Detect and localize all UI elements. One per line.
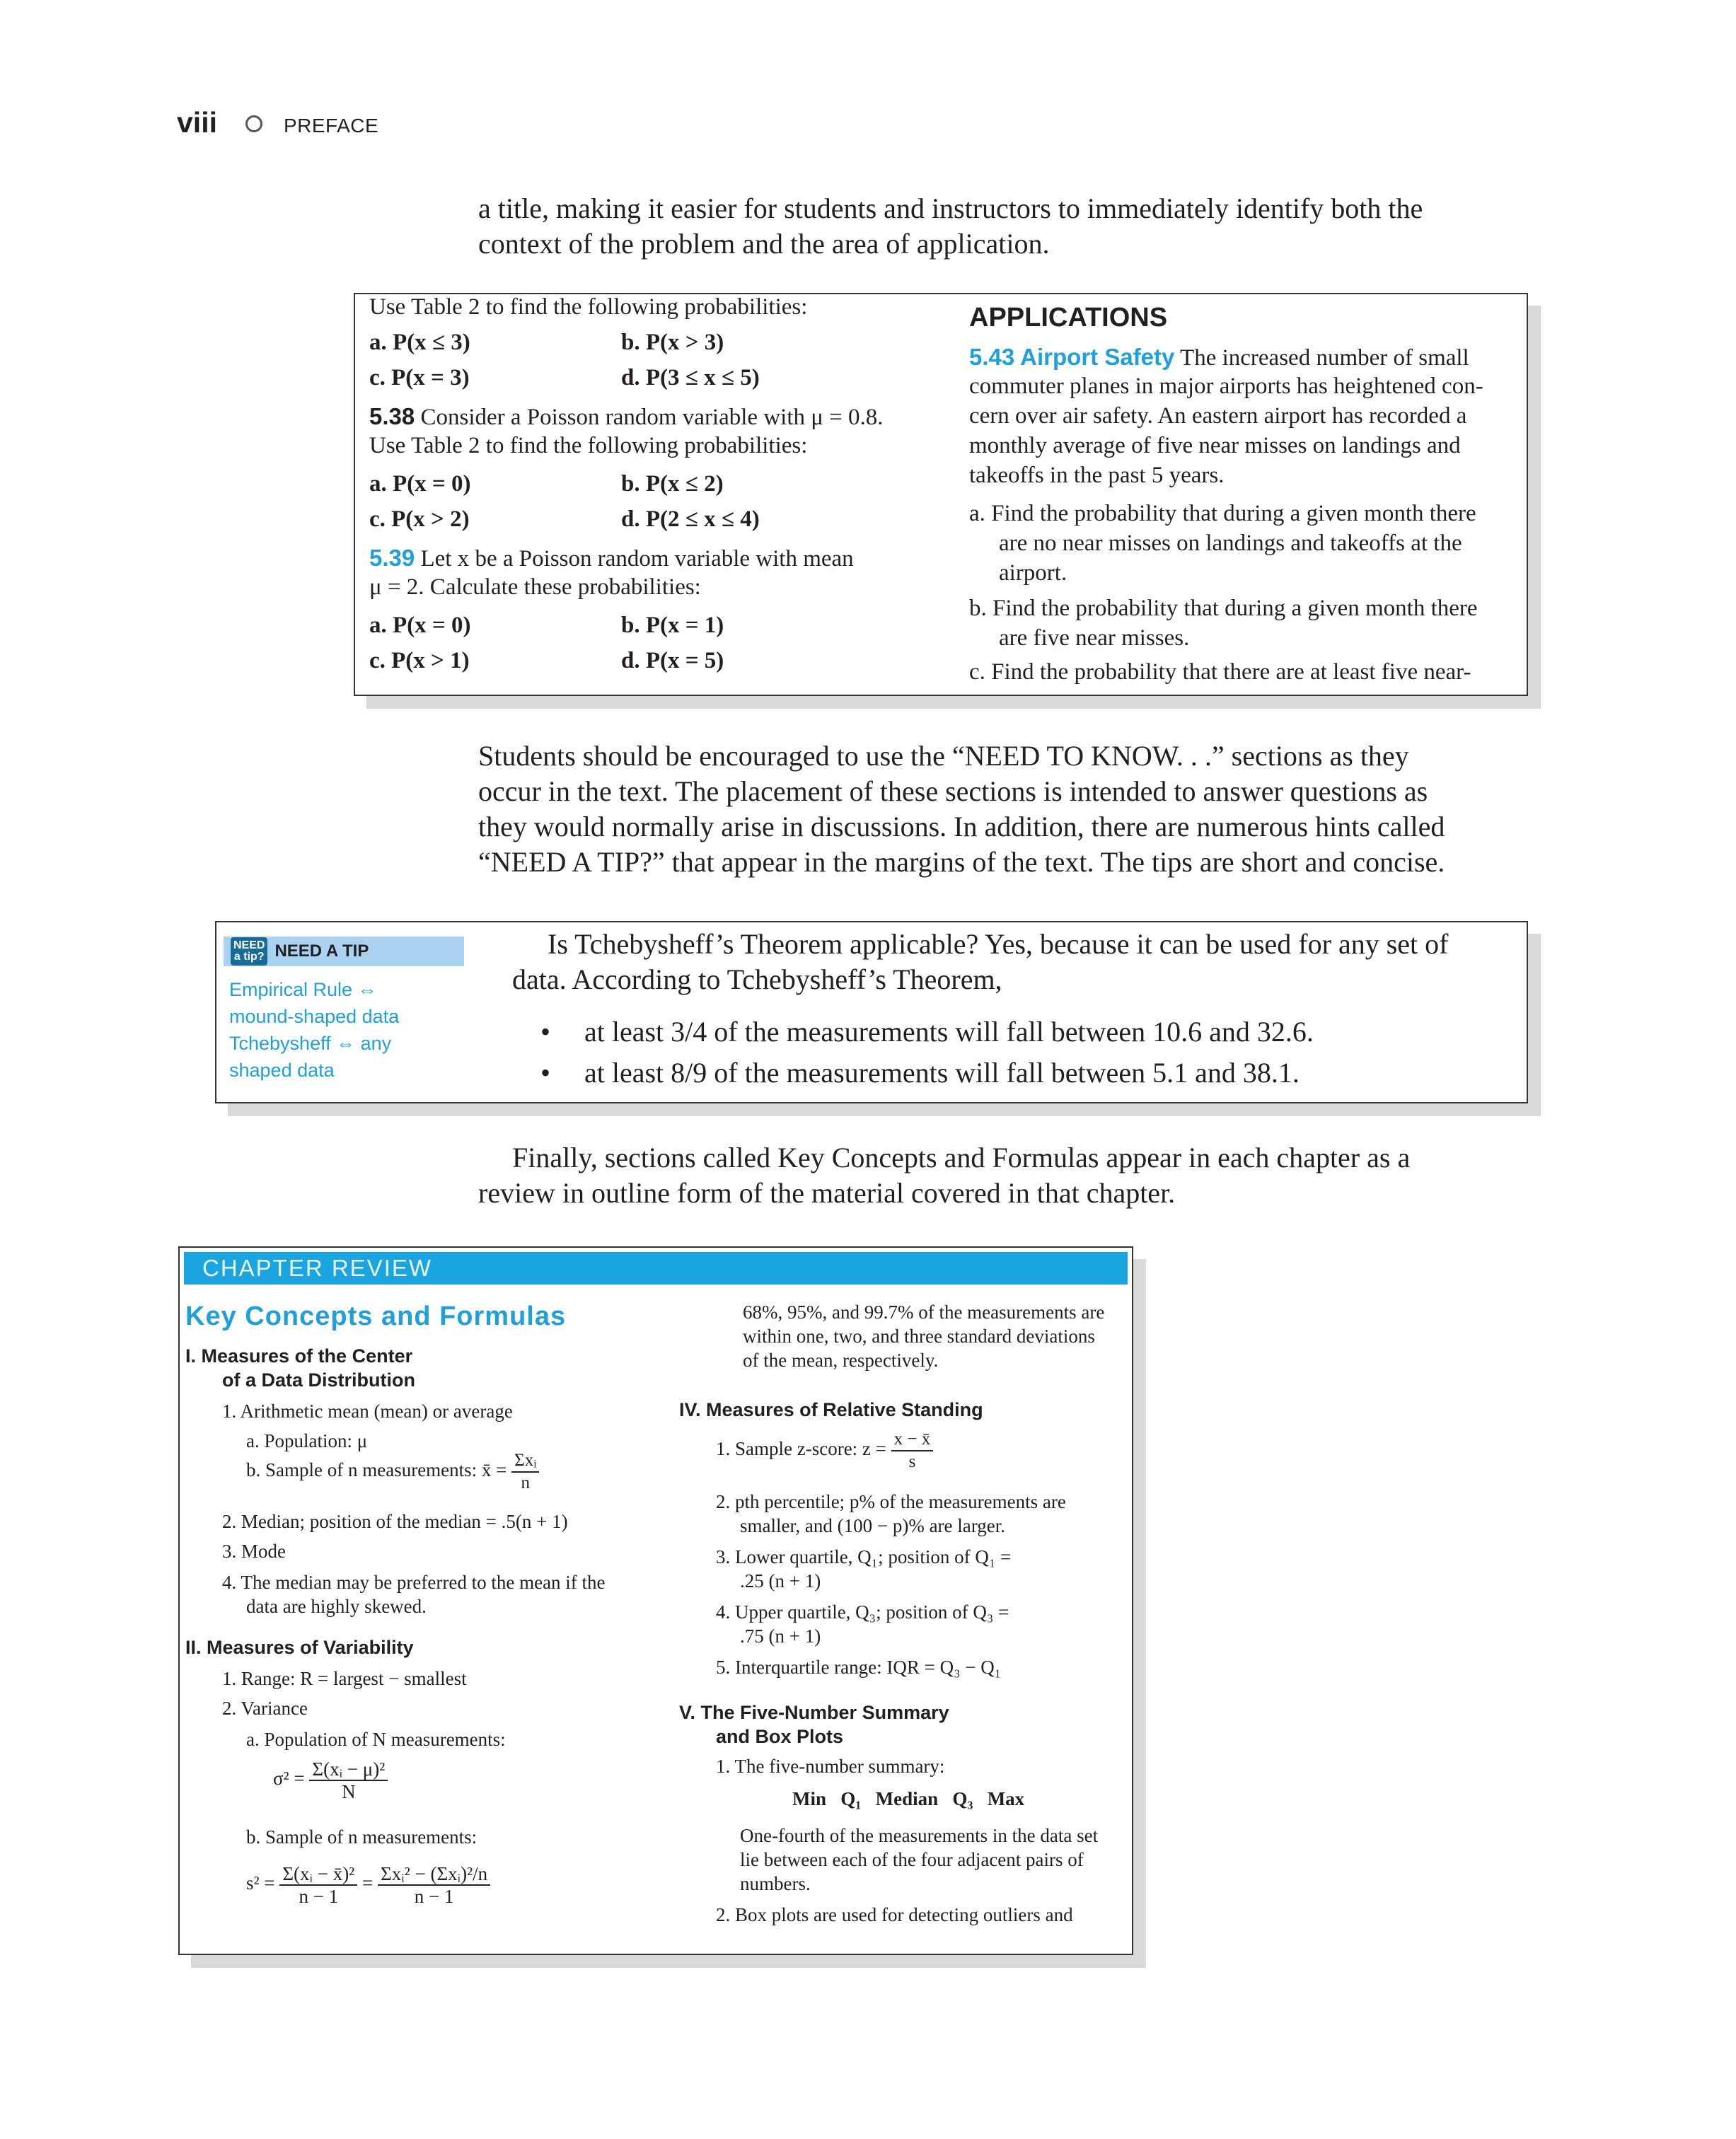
exercise-part: a. P(x = 0) bbox=[369, 613, 471, 638]
review-item: within one, two, and three standard deviations bbox=[743, 1326, 1095, 1347]
exercise-text: Let x be a Poisson random variable with mean bbox=[420, 546, 854, 572]
review-item: 4. The median may be preferred to the mean if the bbox=[222, 1572, 606, 1593]
application-part: airport. bbox=[999, 560, 1067, 586]
chapter-review-box bbox=[178, 1246, 1133, 1955]
application-text: cern over air safety. An eastern airport has recorded a bbox=[969, 403, 1467, 429]
section-heading: I. Measures of the Center bbox=[185, 1345, 413, 1367]
application-text: commuter planes in major airports has heightened con- bbox=[969, 373, 1483, 399]
application-text: The increased number of small bbox=[1180, 345, 1469, 371]
tip-main: Is Tchebysheff’s Theorem applicable? Yes, because it can be used for any set of data. According to Tchebysheff’s Theorem, • at least 3/4 of the measurements will fall between 10.6 and 32.6. • at least 8/9 of the measurements will fall between 5.1 and 38.1. bbox=[512, 927, 1514, 1094]
paragraph-line: review in outline form of the material covered in that chapter. bbox=[478, 1177, 1176, 1209]
fraction-numerator: Σxᵢ² − (Σxᵢ)²/n bbox=[378, 1863, 490, 1886]
fraction-numerator: x − x̄ bbox=[891, 1429, 934, 1451]
fraction-numerator: Σ(xᵢ − μ)² bbox=[309, 1758, 388, 1781]
review-item: numbers. bbox=[740, 1873, 811, 1894]
fraction-denominator: N bbox=[342, 1781, 356, 1802]
application-part: are no near misses on landings and takeoffs at the bbox=[999, 531, 1462, 556]
tip-text: Empirical Rule ⇔ bbox=[229, 979, 377, 1000]
section-heading: V. The Five-Number Summary bbox=[679, 1702, 949, 1723]
review-item: 4. Upper quartile, Q₃; position of Q₃ = bbox=[716, 1601, 1009, 1623]
review-item: 1. The five-number summary: bbox=[716, 1756, 945, 1777]
exercise-part: b. P(x > 3) bbox=[621, 330, 724, 355]
fraction-numerator: Σxᵢ bbox=[511, 1450, 539, 1473]
application-text: takeoffs in the past 5 years. bbox=[969, 463, 1225, 488]
review-item: 2. pth percentile; p% of the measurements are bbox=[716, 1491, 1066, 1512]
paragraph-line: Finally, sections called Key Concepts and Formulas appear in each chapter as a bbox=[512, 1142, 1411, 1173]
paragraph-line: occur in the text. The placement of these sections is intended to answer questions as bbox=[478, 775, 1428, 807]
formula-equals: = bbox=[362, 1872, 374, 1894]
application-part: are five near misses. bbox=[999, 625, 1190, 651]
fraction-denominator: n bbox=[521, 1473, 530, 1492]
review-item: b. Sample of n measurements: bbox=[246, 1826, 478, 1848]
exercise-part: d. P(3 ≤ x ≤ 5) bbox=[621, 365, 760, 390]
paragraph-key-concepts bbox=[478, 1140, 1539, 1211]
review-item: .25 (n + 1) bbox=[740, 1570, 821, 1592]
page-number: viii bbox=[177, 106, 217, 139]
exercise-part: d. P(2 ≤ x ≤ 4) bbox=[621, 506, 760, 532]
tip-text: shaped data bbox=[229, 1060, 335, 1081]
exercise-part: b. P(x ≤ 2) bbox=[621, 471, 724, 497]
tip-text: mound-shaped data bbox=[229, 1006, 400, 1027]
exercise-sample-box bbox=[354, 293, 1528, 696]
fraction-denominator: n − 1 bbox=[299, 1886, 339, 1907]
five-number-row: Min Q₁ Median Q₃ Max bbox=[792, 1788, 1025, 1809]
need-a-tip-badge-icon: NEED a tip? bbox=[231, 937, 267, 966]
tip-main-line: data. According to Tchebysheff’s Theorem, bbox=[512, 963, 1002, 995]
review-item: a. Population of N measurements: bbox=[246, 1729, 506, 1750]
key-concepts-title: Key Concepts and Formulas bbox=[185, 1302, 567, 1331]
exercise-part: c. P(x > 2) bbox=[369, 506, 470, 532]
exercise-text: Consider a Poisson random variable with μ = 0.8. bbox=[420, 405, 884, 430]
tip-title: NEED A TIP bbox=[274, 941, 369, 961]
review-item: data are highly skewed. bbox=[246, 1596, 427, 1617]
exercise-part: c. P(x > 1) bbox=[369, 648, 470, 673]
applications-title: APPLICATIONS bbox=[969, 303, 1168, 332]
paragraph-line: Students should be encouraged to use the “NEED TO KNOW. . .” sections as they bbox=[478, 740, 1409, 772]
review-item: .75 (n + 1) bbox=[740, 1625, 821, 1647]
paragraph-line: they would normally arise in discussions. In addition, there are numerous hints called bbox=[478, 811, 1445, 842]
circle-icon bbox=[245, 115, 262, 132]
page-header bbox=[177, 106, 378, 139]
review-item: a. Population: μ bbox=[246, 1430, 368, 1451]
tip-text: Tchebysheff ⇔ any bbox=[229, 1033, 392, 1054]
review-item: lie between each of the four adjacent pairs of bbox=[740, 1849, 1084, 1870]
review-item: 2. Median; position of the median = .5(n + 1) bbox=[222, 1511, 568, 1532]
intro-paragraph bbox=[478, 191, 1539, 262]
application-number: 5.43 Airport Safety bbox=[969, 344, 1175, 370]
review-item: b. Sample of n measurements: x̄ = bbox=[246, 1459, 507, 1481]
review-item: 3. Mode bbox=[222, 1541, 286, 1562]
review-item: 2. Box plots are used for detecting outliers and bbox=[716, 1904, 1073, 1925]
tip-bullet: at least 3/4 of the measurements will fall between 10.6 and 32.6. bbox=[584, 1016, 1314, 1048]
exercise-line: Use Table 2 to find the following probabilities: bbox=[369, 294, 808, 320]
review-item: 3. Lower quartile, Q₁; position of Q₁ = bbox=[716, 1546, 1012, 1567]
review-item: One-fourth of the measurements in the data set bbox=[740, 1825, 1099, 1846]
tip-bullet: at least 8/9 of the measurements will fall between 5.1 and 38.1. bbox=[584, 1057, 1300, 1089]
review-item: 5. Interquartile range: IQR = Q₃ − Q₁ bbox=[716, 1657, 1002, 1678]
review-item: 68%, 95%, and 99.7% of the measurements are bbox=[743, 1302, 1105, 1323]
exercise-part: a. P(x = 0) bbox=[369, 471, 471, 497]
chapter-review-bar: CHAPTER REVIEW bbox=[184, 1252, 1128, 1285]
exercise-line: Use Table 2 to find the following probabilities: bbox=[369, 433, 808, 458]
exercise-part: d. P(x = 5) bbox=[621, 648, 724, 673]
section-heading: IV. Measures of Relative Standing bbox=[679, 1399, 983, 1420]
tip-sidebar bbox=[224, 937, 464, 1084]
section-heading: and Box Plots bbox=[716, 1726, 844, 1747]
intro-line: context of the problem and the area of application. bbox=[478, 228, 1050, 260]
application-part: b. Find the probability that during a given month there bbox=[969, 596, 1478, 621]
application-part: a. Find the probability that during a given month there bbox=[969, 501, 1476, 526]
exercise-number: 5.38 bbox=[369, 403, 415, 429]
exercise-line: μ = 2. Calculate these probabilities: bbox=[369, 574, 701, 600]
review-item: of the mean, respectively. bbox=[743, 1350, 939, 1371]
fraction-numerator: Σ(xᵢ − x̄)² bbox=[279, 1863, 357, 1886]
fraction-denominator: n − 1 bbox=[414, 1886, 454, 1907]
exercise-part: b. P(x = 1) bbox=[621, 613, 724, 638]
tip-header bbox=[224, 937, 464, 966]
review-item: 1. Sample z-score: z = bbox=[716, 1438, 886, 1460]
application-part: c. Find the probability that there are at least five near- bbox=[969, 659, 1471, 685]
application-text: monthly average of five near misses on landings and bbox=[969, 433, 1461, 458]
intro-line: a title, making it easier for students and instructors to immediately identify both the bbox=[478, 192, 1423, 224]
paragraph-line: “NEED A TIP?” that appear in the margins of the text. The tips are short and concise. bbox=[478, 846, 1445, 878]
review-item: 1. Arithmetic mean (mean) or average bbox=[222, 1401, 513, 1422]
review-item: smaller, and (100 − p)% are larger. bbox=[740, 1515, 1006, 1536]
section-label: PREFACE bbox=[283, 115, 379, 137]
tip-main-line: Is Tchebysheff’s Theorem applicable? Yes, because it can be used for any set of bbox=[548, 928, 1449, 960]
section-heading: II. Measures of Variability bbox=[185, 1637, 414, 1658]
exercise-part: c. P(x = 3) bbox=[369, 365, 470, 390]
exercise-part: a. P(x ≤ 3) bbox=[369, 330, 470, 355]
exercise-number: 5.39 bbox=[369, 545, 415, 571]
fraction-denominator: s bbox=[908, 1452, 916, 1471]
need-a-tip-box bbox=[215, 921, 1528, 1103]
review-item: 1. Range: R = largest − smallest bbox=[222, 1668, 467, 1689]
formula-lhs: s² = bbox=[246, 1872, 275, 1894]
paragraph-need-to-know bbox=[478, 738, 1539, 880]
formula-lhs: σ² = bbox=[273, 1768, 305, 1790]
section-heading: of a Data Distribution bbox=[222, 1369, 416, 1391]
review-item: 2. Variance bbox=[222, 1698, 308, 1719]
